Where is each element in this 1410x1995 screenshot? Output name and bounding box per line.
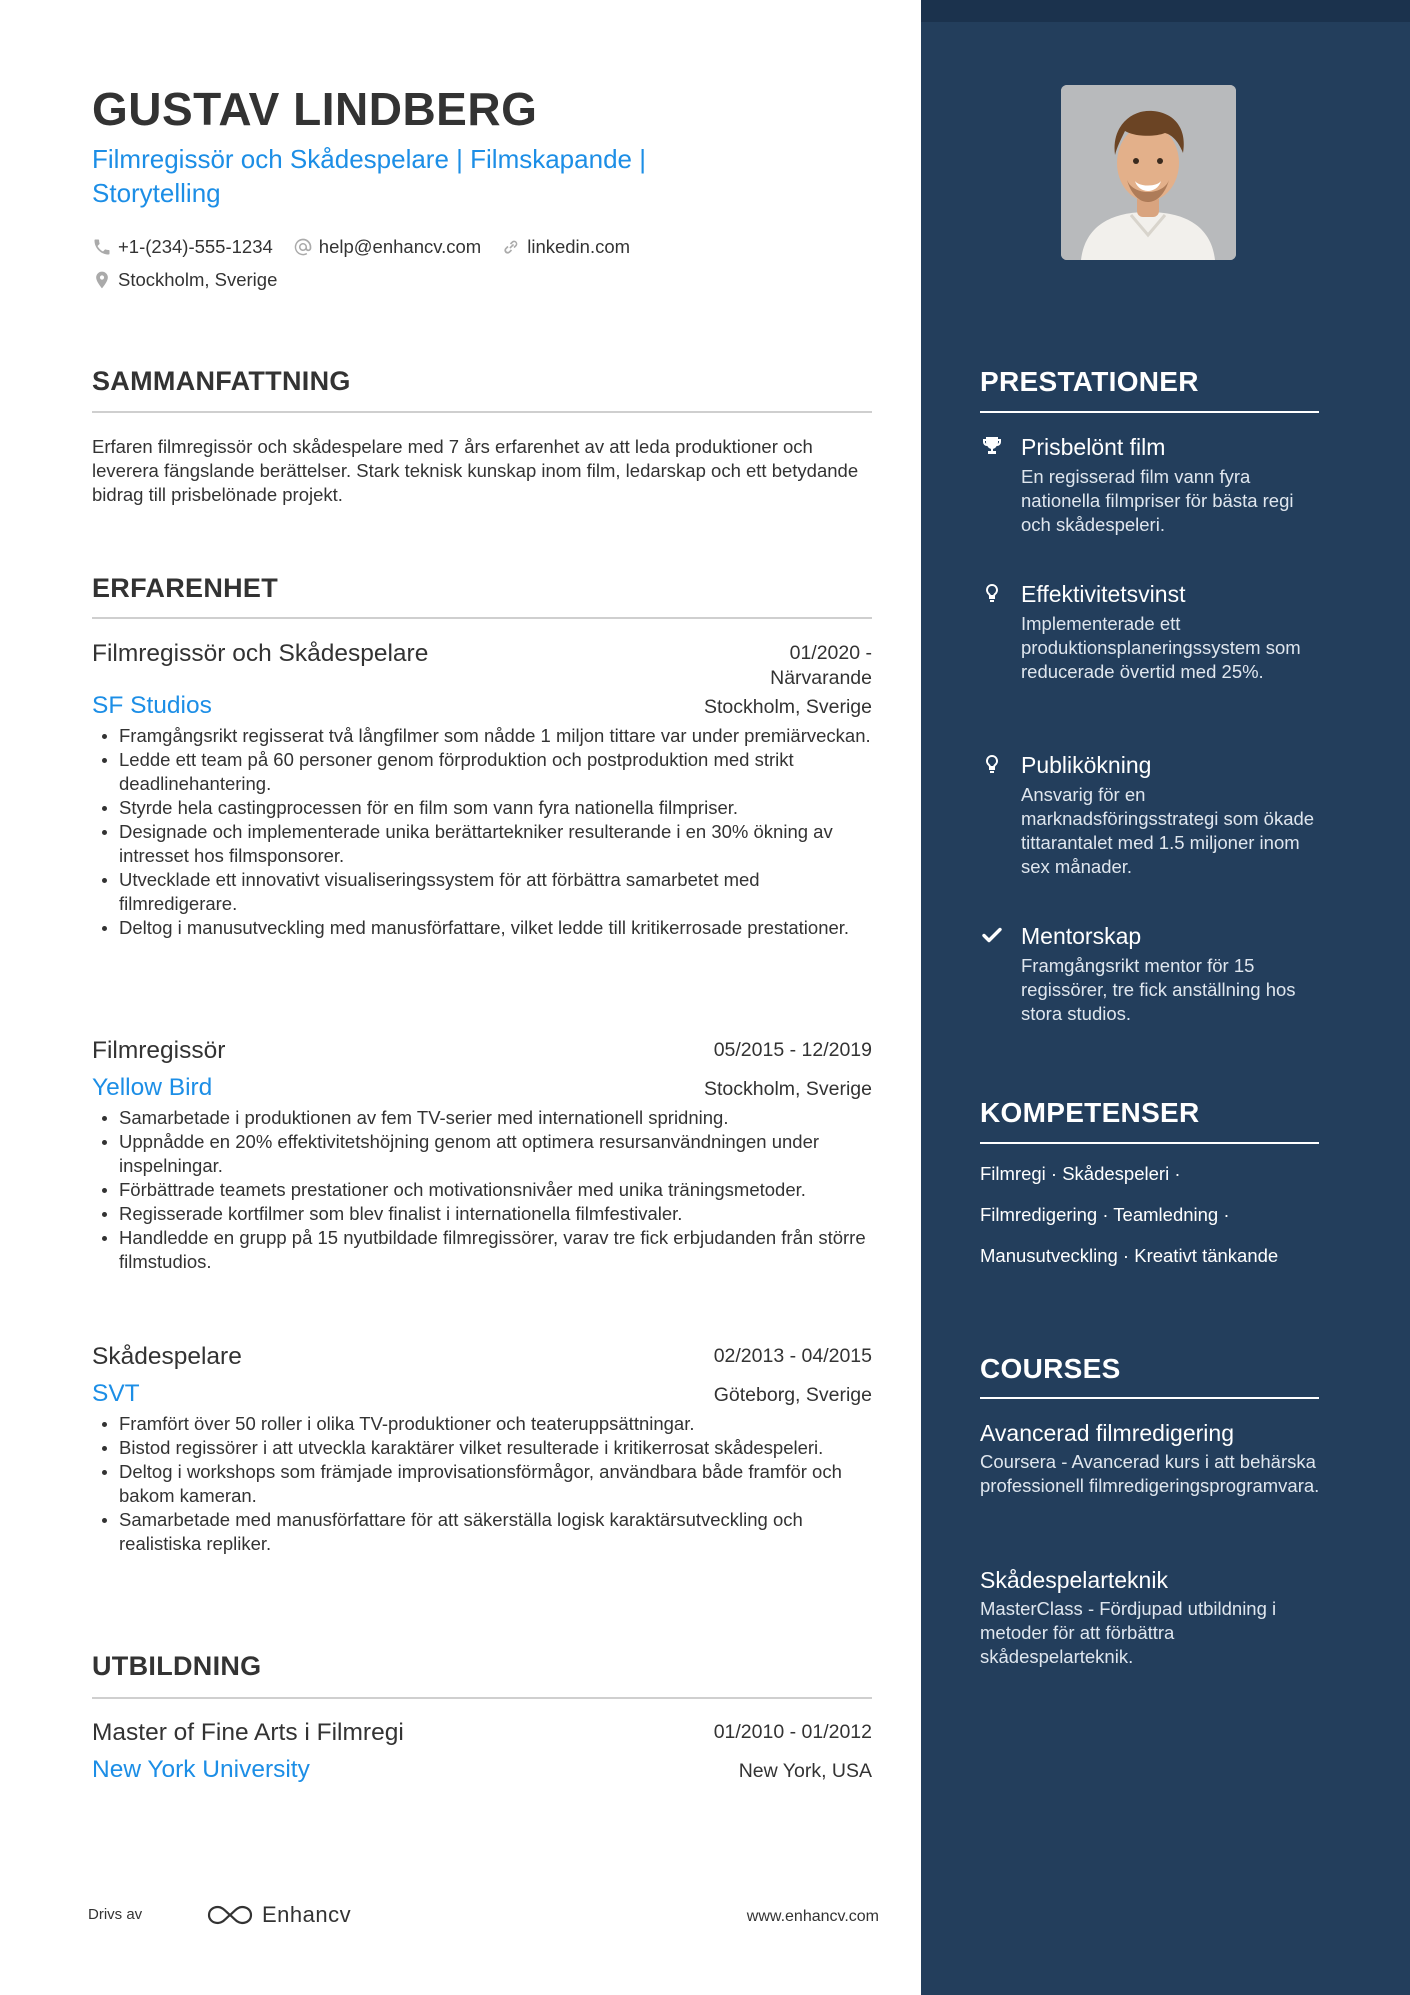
- company-name: SF Studios: [92, 692, 212, 719]
- achievement-title: Publikökning: [1021, 752, 1152, 778]
- achievement-title: Mentorskap: [1021, 923, 1142, 949]
- list-item: Handledde en grupp på 15 nyutbildade filmregissörer, varav tre fick erbjudanden från större filmstudios.: [92, 1226, 872, 1274]
- list-item: Samarbetade med manusförfattare för att säkerställa logisk karaktärsutveckling och realistiska repliker.: [92, 1508, 872, 1556]
- skills-list: [980, 1160, 1330, 1283]
- job-entry: [92, 1341, 872, 1556]
- job-location: Stockholm, Sverige: [704, 696, 872, 718]
- achievement-desc: En regisserad film vann fyra nationella filmpriser för bästa regi och skådespeleri.: [1021, 466, 1294, 535]
- courses-heading: COURSES: [980, 1353, 1121, 1384]
- at-icon: [293, 237, 313, 257]
- achievement-title: Prisbelönt film: [1021, 434, 1166, 460]
- summary-text: Erfaren filmregissör och skådespelare med 7 års erfarenhet av att leda produktioner och leverera fängslande berättelser. Stark teknisk kunskap inom film, ledarskap och ett betydande bidrag till prisbelönade projekt.: [92, 436, 859, 505]
- course-title: Avancerad filmredigering: [980, 1420, 1234, 1446]
- sidebar: [921, 0, 1410, 1995]
- phone-contact[interactable]: [92, 236, 273, 258]
- achievements-divider: [980, 411, 1319, 413]
- job-entry: [92, 638, 872, 940]
- company-name: Yellow Bird: [92, 1074, 213, 1101]
- achievement-item: [980, 579, 1320, 684]
- brand-name: Enhancv: [262, 1902, 352, 1927]
- achievement-title: Effektivitetsvinst: [1021, 581, 1186, 607]
- job-date: 05/2015 - 12/2019: [713, 1039, 872, 1061]
- sidebar-top-bar: [921, 0, 1410, 22]
- education-date: 01/2010 - 01/2012: [713, 1721, 872, 1743]
- location-pin-icon: [92, 270, 112, 290]
- candidate-name: GUSTAV LINDBERG: [92, 83, 538, 135]
- headline: Filmregissör och Skådespelare | Filmskapande | Storytelling: [92, 144, 646, 208]
- avatar-icon: [1061, 85, 1236, 260]
- experience-heading: ERFARENHET: [92, 573, 279, 603]
- experience-divider: [92, 617, 872, 619]
- list-item: Regisserade kortfilmer som blev finalist i internationella filmfestivaler.: [92, 1202, 872, 1226]
- skills-divider: [980, 1142, 1319, 1144]
- achievement-item: [980, 750, 1320, 879]
- location-text: Stockholm, Sverige: [118, 268, 278, 290]
- list-item: Deltog i workshops som främjade improvisationsförmågor, användbara både framför och bakom kameran.: [92, 1460, 872, 1508]
- job-entry: [92, 1035, 872, 1274]
- skill-line: Manusutveckling · Kreativt tänkande: [980, 1245, 1279, 1266]
- company-name: SVT: [92, 1380, 140, 1407]
- link-icon: [501, 237, 521, 257]
- achievements-heading: PRESTATIONER: [980, 366, 1199, 397]
- course-desc: Coursera - Avancerad kurs i att behärska professionell filmredigeringsprogramvara.: [980, 1451, 1320, 1496]
- course-desc: MasterClass - Fördjupad utbildning i metoder för att förbättra skådespelarteknik.: [980, 1598, 1277, 1667]
- phone-text: +1-(234)-555-1234: [118, 235, 273, 257]
- list-item: Framgångsrikt regisserat två långfilmer som nådde 1 miljon tittare var under premiärveckan.: [92, 724, 872, 748]
- lightbulb-icon: [980, 581, 1004, 605]
- list-item: Bistod regissörer i att utveckla karaktärer vilket resulterade i kritikerrosat skådespeleri.: [92, 1436, 872, 1460]
- summary-heading: SAMMANFATTNING: [92, 366, 351, 396]
- course-title: Skådespelarteknik: [980, 1567, 1168, 1593]
- education-entry: [92, 1717, 872, 1786]
- course-item: [980, 1418, 1325, 1498]
- education-divider: [92, 1697, 872, 1699]
- checkmark-icon: [980, 923, 1004, 947]
- infinity-logo-icon: [206, 1903, 254, 1927]
- degree-title: Master of Fine Arts i Filmregi: [92, 1719, 404, 1746]
- achievement-item: [980, 921, 1320, 1026]
- job-title: Filmregissör: [92, 1037, 226, 1064]
- job-date: 01/2020 - Närvarande: [770, 642, 872, 689]
- list-item: Förbättrade teamets prestationer och motivationsnivåer med unika träningsmetoder.: [92, 1178, 872, 1202]
- job-date: 02/2013 - 04/2015: [713, 1345, 872, 1367]
- course-item: [980, 1565, 1325, 1669]
- achievement-item: [980, 432, 1320, 537]
- job-bullets: [92, 1412, 872, 1556]
- skill-line: Filmredigering · Teamledning ·: [980, 1204, 1230, 1225]
- achievement-desc: Ansvarig för en marknadsföringsstrategi som ökade tittarantalet med 1.5 miljoner inom sex månader.: [1021, 784, 1315, 877]
- powered-by-text: Drivs av: [88, 1906, 143, 1923]
- contact-info: [92, 230, 712, 296]
- location-contact: [92, 269, 277, 291]
- list-item: Styrde hela castingprocessen för en film som vann fyra nationella filmpriser.: [92, 796, 872, 820]
- achievement-desc: Framgångsrikt mentor för 15 regissörer, tre fick anställning hos stora studios.: [1021, 955, 1296, 1024]
- profile-photo: [1061, 85, 1236, 260]
- achievement-desc: Implementerade ett produktionsplaneringssystem som reducerade övertid med 25%.: [1021, 613, 1301, 682]
- list-item: Framfört över 50 roller i olika TV-produktioner och teateruppsättningar.: [92, 1412, 872, 1436]
- job-bullets: [92, 1106, 872, 1274]
- linkedin-text: linkedin.com: [527, 235, 631, 257]
- list-item: Ledde ett team på 60 personer genom förproduktion och postproduktion med strikt deadlinehantering.: [92, 748, 872, 796]
- email-contact[interactable]: [293, 236, 481, 258]
- list-item: Uppnådde en 20% effektivitetshöjning genom att optimera resursanvändningen under inspelningar.: [92, 1130, 872, 1178]
- lightbulb-icon: [980, 752, 1004, 776]
- job-title: Filmregissör och Skådespelare: [92, 640, 429, 667]
- job-title: Skådespelare: [92, 1343, 242, 1370]
- skill-line: Filmregi · Skådespeleri ·: [980, 1163, 1181, 1184]
- trophy-icon: [980, 434, 1004, 458]
- phone-icon: [92, 237, 112, 257]
- education-location: New York, USA: [738, 1760, 872, 1782]
- enhancv-logo[interactable]: [206, 1902, 351, 1928]
- job-location: Stockholm, Sverige: [704, 1078, 872, 1100]
- courses-divider: [980, 1397, 1319, 1399]
- education-heading: UTBILDNING: [92, 1651, 262, 1681]
- list-item: Samarbetade i produktionen av fem TV-serier med internationell spridning.: [92, 1106, 872, 1130]
- list-item: Deltog i manusutveckling med manusförfattare, vilket ledde till kritikerrosade prestationer.: [92, 916, 872, 940]
- email-text: help@enhancv.com: [318, 235, 482, 257]
- linkedin-contact[interactable]: [501, 236, 630, 258]
- list-item: Designade och implementerade unika berättartekniker resulterande i en 30% ökning av intresset hos filmsponsorer.: [92, 820, 872, 868]
- skills-heading: KOMPETENSER: [980, 1097, 1200, 1128]
- job-location: Göteborg, Sverige: [713, 1384, 872, 1406]
- list-item: Utvecklade ett innovativt visualiseringssystem för att förbättra samarbetet med filmredigerare.: [92, 868, 872, 916]
- school-name: New York University: [92, 1756, 310, 1783]
- footer-url[interactable]: www.enhancv.com: [746, 1908, 879, 1925]
- summary-divider: [92, 411, 872, 413]
- job-bullets: [92, 724, 872, 940]
